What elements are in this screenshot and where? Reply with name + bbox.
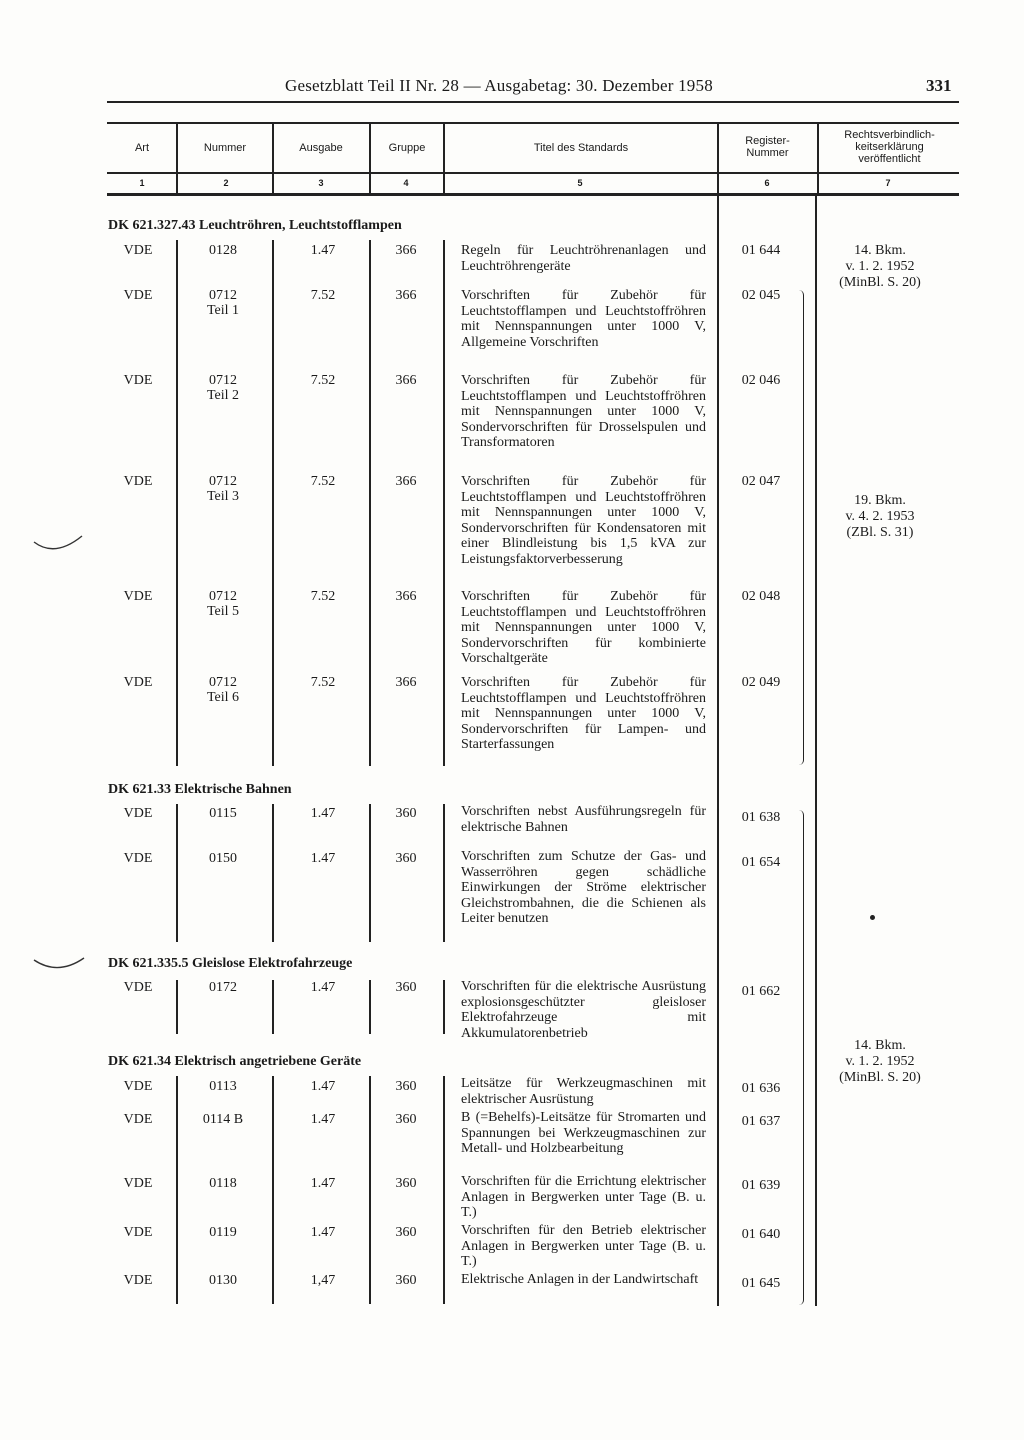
- row-gruppe: 366: [395, 474, 417, 489]
- row-titel: Vorschriften für Zubehör für Leuchtstofflampen und Leuchtstoffröhren mit Nennspannungen unter 1000 V, Sondervorschriften für Drosselspulen und Transformatoren: [461, 373, 706, 450]
- row-gruppe: 360: [395, 1176, 417, 1191]
- header-divider-4: [443, 122, 445, 194]
- row-art: VDE: [123, 288, 153, 303]
- row-teil: Teil 3: [206, 489, 240, 504]
- section3-divider-titel: [443, 980, 445, 1034]
- section4-divider-ausgabe: [272, 1076, 274, 1304]
- row-register: 01 638: [741, 810, 781, 825]
- row-ausgabe: 1,47: [310, 1273, 336, 1288]
- row-titel: Vorschriften für Zubehör für Leuchtstofflampen und Leuchtstoffröhren mit Nennspannungen unter 1000 V, Allgemeine Vorschriften: [461, 288, 706, 350]
- row-titel: Vorschriften für Zubehör für Leuchtstofflampen und Leuchtstoffröhren mit Nennspannungen unter 1000 V, Sondervorschriften für Kondensatoren mit einer Blindleistung bis 1,5 kVA zur Leistungsfaktorverbesserung: [461, 474, 706, 567]
- row-nummer: 0712: [209, 675, 237, 690]
- section-title: DK 621.33 Elektrische Bahnen: [108, 782, 292, 797]
- register-brace: [798, 810, 804, 1305]
- section2-divider-titel: [443, 804, 445, 942]
- row-register: 02 048: [741, 589, 781, 604]
- section1-divider-gruppe: [369, 240, 371, 766]
- row-register: 02 047: [741, 474, 781, 489]
- row-register: 02 049: [741, 675, 781, 690]
- row-art: VDE: [123, 851, 153, 866]
- margin-pencil-mark: [30, 530, 90, 560]
- legal-ref: [820, 243, 940, 291]
- row-gruppe: 360: [395, 851, 417, 866]
- row-art: VDE: [123, 1176, 153, 1191]
- col-header-register-line2: Nummer: [746, 147, 789, 159]
- col-header-rv-line3: veröffentlicht: [858, 153, 921, 165]
- legal-ref-line1: 14. Bkm.: [854, 243, 906, 258]
- row-ausgabe: 7.52: [310, 675, 336, 690]
- row-gruppe: 360: [395, 1112, 417, 1127]
- row-register: 02 046: [741, 373, 781, 388]
- register-col-left-rule: [717, 196, 719, 1306]
- row-gruppe: 366: [395, 589, 417, 604]
- col-header-nummer: Nummer: [203, 142, 247, 154]
- row-register: 01 654: [741, 855, 781, 870]
- table-header-bottom-rule: [107, 193, 959, 196]
- row-nummer: 0114 B: [202, 1112, 244, 1127]
- col-num-2: 2: [223, 178, 229, 188]
- row-art: VDE: [123, 1273, 153, 1288]
- row-ausgabe: 7.52: [310, 474, 336, 489]
- section-title: DK 621.327.43 Leuchtröhren, Leuchtstofflampen: [108, 218, 402, 233]
- row-nummer: 0128: [209, 243, 237, 258]
- header-rule: [107, 101, 959, 103]
- section-title: DK 621.34 Elektrisch angetriebene Geräte: [108, 1054, 362, 1069]
- row-gruppe: 366: [395, 675, 417, 690]
- legal-ref-line3: (MinBl. S. 20): [839, 275, 921, 290]
- col-num-1: 1: [139, 178, 145, 188]
- row-gruppe: 360: [395, 1225, 417, 1240]
- row-art: VDE: [123, 980, 153, 995]
- page-number: 331: [926, 76, 952, 95]
- ink-dot: [870, 915, 875, 920]
- section4-divider-titel: [443, 1076, 445, 1304]
- row-titel: B (=Behelfs)-Leitsätze für Stromarten und Spannungen bei Werkzeugmaschinen zur Metall- und Holzbearbeitung: [461, 1110, 706, 1156]
- page-header-title: Gesetzblatt Teil II Nr. 28 — Ausgabetag: 30. Dezember 1958: [285, 76, 713, 95]
- legal-ref-line2: v. 1. 2. 1952: [845, 1054, 915, 1069]
- section1-divider-ausgabe: [272, 240, 274, 766]
- header-divider-3: [369, 122, 371, 194]
- row-register: 01 637: [741, 1114, 781, 1129]
- row-nummer: 0119: [209, 1225, 237, 1240]
- section-title: DK 621.335.5 Gleislose Elektrofahrzeuge: [108, 956, 353, 971]
- section3-divider-gruppe: [369, 980, 371, 1034]
- header-divider-5: [717, 122, 719, 194]
- col-header-art: Art: [134, 142, 150, 154]
- legal-ref-line1: 14. Bkm.: [854, 1038, 906, 1053]
- legal-ref: [820, 1038, 940, 1086]
- col-header-titel: Titel des Standards: [533, 142, 629, 154]
- legal-ref-line1: 19. Bkm.: [854, 493, 906, 508]
- col-header-gruppe: Gruppe: [388, 142, 426, 154]
- row-titel: Vorschriften für Zubehör für Leuchtstofflampen und Leuchtstoffröhren mit Nennspannungen unter 1000 V, Sondervorschriften für Lampen- und Starterfassungen: [461, 675, 706, 752]
- row-ausgabe: 7.52: [310, 373, 336, 388]
- row-ausgabe: 1.47: [310, 1112, 336, 1127]
- col-header-rechtsverbindlichkeit: [820, 129, 959, 165]
- legal-ref-line3: (MinBl. S. 20): [839, 1070, 921, 1085]
- row-ausgabe: 1.47: [310, 1176, 336, 1191]
- row-art: VDE: [123, 589, 153, 604]
- row-register: 02 045: [741, 288, 781, 303]
- legal-ref-line2: v. 1. 2. 1952: [845, 259, 915, 274]
- section1-divider-titel: [443, 240, 445, 766]
- row-titel: Vorschriften für die elektrische Ausrüstung explosionsgeschützter gleisloser Elektrofahrzeuge mit Akkumulatorenbetrieb: [461, 979, 706, 1041]
- row-titel: Elektrische Anlagen in der Landwirtschaft: [461, 1272, 699, 1287]
- row-nummer: 0712: [209, 373, 237, 388]
- row-gruppe: 360: [395, 806, 417, 821]
- row-nummer: 0712: [209, 474, 237, 489]
- col-num-4: 4: [403, 178, 409, 188]
- row-teil: Teil 2: [206, 388, 240, 403]
- legal-ref-line3: (ZBl. S. 31): [846, 525, 914, 540]
- row-art: VDE: [123, 474, 153, 489]
- row-nummer: 0115: [209, 806, 237, 821]
- col-header-rv-line2: keitserklärung: [855, 141, 924, 153]
- row-teil: Teil 5: [206, 604, 240, 619]
- col-num-6: 6: [764, 178, 770, 188]
- row-ausgabe: 7.52: [310, 288, 336, 303]
- row-gruppe: 366: [395, 288, 417, 303]
- row-art: VDE: [123, 675, 153, 690]
- row-gruppe: 360: [395, 1079, 417, 1094]
- row-art: VDE: [123, 1225, 153, 1240]
- header-divider-1: [176, 122, 178, 194]
- row-ausgabe: 1.47: [310, 806, 336, 821]
- row-art: VDE: [123, 373, 153, 388]
- col-header-register-line1: Register-: [745, 135, 790, 147]
- col-header-register: [720, 135, 815, 159]
- section1-divider-nummer: [176, 240, 178, 766]
- row-register: 01 662: [741, 984, 781, 999]
- row-titel: Vorschriften zum Schutze der Gas- und Wasserröhren gegen schädliche Einwirkungen der Ströme elektrischer Gleichstrombahnen, die die Schienen als Leiter benutzen: [461, 849, 706, 926]
- section2-divider-ausgabe: [272, 804, 274, 942]
- row-art: VDE: [123, 243, 153, 258]
- row-nummer: 0172: [209, 980, 237, 995]
- row-nummer: 0113: [209, 1079, 237, 1094]
- row-teil: Teil 1: [206, 303, 240, 318]
- row-nummer: 0712: [209, 589, 237, 604]
- section2-divider-gruppe: [369, 804, 371, 942]
- row-ausgabe: 1.47: [310, 243, 336, 258]
- register-brace: [798, 290, 804, 765]
- row-ausgabe: 7.52: [310, 589, 336, 604]
- col-num-7: 7: [885, 178, 891, 188]
- section2-divider-nummer: [176, 804, 178, 942]
- row-titel: Leitsätze für Werkzeugmaschinen mit elektrischer Ausrüstung: [461, 1076, 706, 1107]
- row-register: 01 636: [741, 1081, 781, 1096]
- table-top-rule: [107, 122, 959, 124]
- row-titel: Regeln für Leuchtröhrenanlagen und Leuchtröhrengeräte: [461, 243, 706, 274]
- row-art: VDE: [123, 806, 153, 821]
- section4-divider-nummer: [176, 1076, 178, 1304]
- register-col-right-rule: [815, 196, 817, 1306]
- row-register: 01 639: [741, 1178, 781, 1193]
- header-divider-2: [272, 122, 274, 194]
- col-header-rv-line1: Rechtsverbindlich-: [844, 129, 935, 141]
- row-gruppe: 366: [395, 373, 417, 388]
- row-register: 01 640: [741, 1227, 781, 1242]
- row-ausgabe: 1.47: [310, 980, 336, 995]
- legal-ref-line2: v. 4. 2. 1953: [845, 509, 915, 524]
- row-ausgabe: 1.47: [310, 1079, 336, 1094]
- row-titel: Vorschriften für die Errichtung elektrischer Anlagen in Bergwerken unter Tage (B. u. T.): [461, 1174, 706, 1220]
- row-nummer: 0130: [209, 1273, 237, 1288]
- row-art: VDE: [123, 1112, 153, 1127]
- row-register: 01 645: [741, 1276, 781, 1291]
- col-header-ausgabe: Ausgabe: [299, 142, 343, 154]
- row-titel: Vorschriften für Zubehör für Leuchtstofflampen und Leuchtstoffröhren mit Nennspannungen unter 1000 V, Sondervorschriften für kombinierte Vorschaltgeräte: [461, 589, 706, 666]
- row-teil: Teil 6: [206, 690, 240, 705]
- row-register: 01 644: [741, 243, 781, 258]
- row-titel: Vorschriften für den Betrieb elektrischer Anlagen in Bergwerken unter Tage (B. u. T.): [461, 1223, 706, 1269]
- legal-ref: [820, 493, 940, 541]
- row-ausgabe: 1.47: [310, 851, 336, 866]
- col-num-3: 3: [318, 178, 324, 188]
- row-gruppe: 360: [395, 1273, 417, 1288]
- table-header-rule: [107, 172, 959, 174]
- col-num-5: 5: [577, 178, 583, 188]
- row-nummer: 0118: [209, 1176, 237, 1191]
- section4-divider-gruppe: [369, 1076, 371, 1304]
- row-art: VDE: [123, 1079, 153, 1094]
- row-nummer: 0712: [209, 288, 237, 303]
- section3-divider-nummer: [176, 980, 178, 1034]
- row-titel: Vorschriften nebst Ausführungsregeln für elektrische Bahnen: [461, 804, 706, 835]
- row-ausgabe: 1.47: [310, 1225, 336, 1240]
- row-nummer: 0150: [209, 851, 237, 866]
- section3-divider-ausgabe: [272, 980, 274, 1034]
- row-gruppe: 360: [395, 980, 417, 995]
- header-divider-6: [817, 122, 819, 194]
- margin-pencil-mark: [30, 950, 90, 980]
- row-gruppe: 366: [395, 243, 417, 258]
